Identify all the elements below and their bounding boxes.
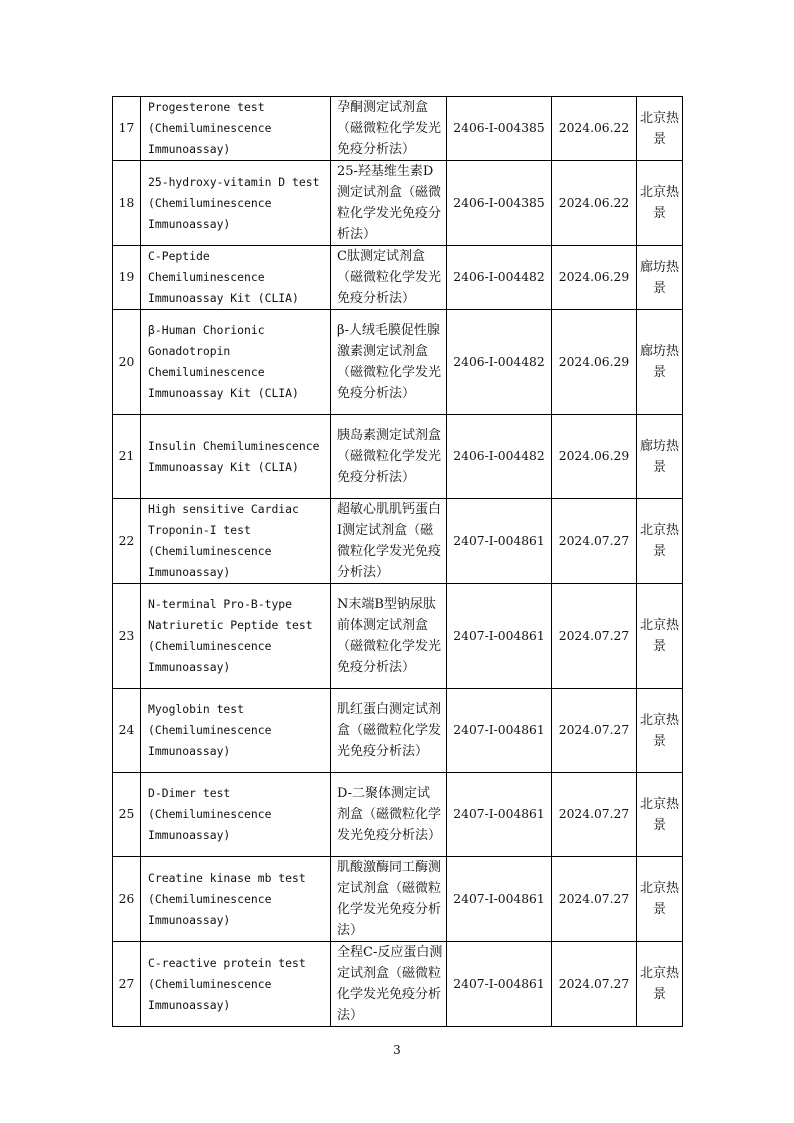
company-name: 北京热景 xyxy=(637,499,683,584)
table-row xyxy=(113,689,683,773)
registration-code: 2407-I-004861 xyxy=(447,942,552,1027)
registration-code: 2407-I-004861 xyxy=(447,857,552,942)
registration-date: 2024.07.27 xyxy=(552,857,637,942)
registration-table xyxy=(112,96,683,1027)
chinese-product-name: 孕酮测定试剂盒（磁微粒化学发光免疫分析法） xyxy=(331,97,447,161)
company-name: 北京热景 xyxy=(637,161,683,246)
english-product-name: D-Dimer test (Chemiluminescence Immunoassay) xyxy=(141,773,331,857)
row-number: 25 xyxy=(113,773,141,857)
registration-date: 2024.06.29 xyxy=(552,415,637,499)
row-number: 24 xyxy=(113,689,141,773)
english-product-name: β-Human Chorionic Gonadotropin Chemiluminescence Immunoassay Kit (CLIA) xyxy=(141,310,331,415)
table-row xyxy=(113,310,683,415)
company-name: 廊坊热景 xyxy=(637,415,683,499)
registration-code: 2407-I-004861 xyxy=(447,773,552,857)
chinese-product-name: N末端B型钠尿肽前体测定试剂盒（磁微粒化学发光免疫分析法） xyxy=(331,584,447,689)
registration-date: 2024.07.27 xyxy=(552,942,637,1027)
table-body xyxy=(113,97,683,1027)
english-product-name: C-reactive protein test (Chemiluminescence Immunoassay) xyxy=(141,942,331,1027)
english-product-name: Myoglobin test (Chemiluminescence Immunoassay) xyxy=(141,689,331,773)
company-name: 北京热景 xyxy=(637,857,683,942)
table-row xyxy=(113,415,683,499)
registration-date: 2024.06.29 xyxy=(552,310,637,415)
row-number: 20 xyxy=(113,310,141,415)
chinese-product-name: 肌红蛋白测定试剂盒（磁微粒化学发光免疫分析法） xyxy=(331,689,447,773)
company-name: 廊坊热景 xyxy=(637,246,683,310)
row-number: 19 xyxy=(113,246,141,310)
chinese-product-name: 胰岛素测定试剂盒（磁微粒化学发光免疫分析法） xyxy=(331,415,447,499)
registration-date: 2024.06.29 xyxy=(552,246,637,310)
table-row xyxy=(113,942,683,1027)
registration-date: 2024.07.27 xyxy=(552,499,637,584)
english-product-name: Insulin Chemiluminescence Immunoassay Kit (CLIA) xyxy=(141,415,331,499)
registration-date: 2024.07.27 xyxy=(552,773,637,857)
row-number: 18 xyxy=(113,161,141,246)
english-product-name: High sensitive Cardiac Troponin-I test (Chemiluminescence Immunoassay) xyxy=(141,499,331,584)
row-number: 21 xyxy=(113,415,141,499)
registration-code: 2407-I-004861 xyxy=(447,584,552,689)
table-row xyxy=(113,857,683,942)
chinese-product-name: β-人绒毛膜促性腺激素测定试剂盒（磁微粒化学发光免疫分析法） xyxy=(331,310,447,415)
table-row xyxy=(113,246,683,310)
registration-code: 2406-I-004482 xyxy=(447,310,552,415)
registration-date: 2024.06.22 xyxy=(552,97,637,161)
page-number: 3 xyxy=(393,1043,401,1057)
row-number: 22 xyxy=(113,499,141,584)
english-product-name: C-Peptide Chemiluminescence Immunoassay Kit (CLIA) xyxy=(141,246,331,310)
chinese-product-name: 全程C-反应蛋白测定试剂盒（磁微粒化学发光免疫分析法） xyxy=(331,942,447,1027)
row-number: 26 xyxy=(113,857,141,942)
registration-code: 2406-I-004482 xyxy=(447,246,552,310)
chinese-product-name: 肌酸激酶同工酶测定试剂盒（磁微粒化学发光免疫分析法） xyxy=(331,857,447,942)
table-row xyxy=(113,161,683,246)
table-row xyxy=(113,584,683,689)
row-number: 17 xyxy=(113,97,141,161)
company-name: 北京热景 xyxy=(637,584,683,689)
chinese-product-name: 超敏心肌肌钙蛋白I测定试剂盒（磁微粒化学发光免疫分析法） xyxy=(331,499,447,584)
registration-code: 2407-I-004861 xyxy=(447,499,552,584)
registration-date: 2024.07.27 xyxy=(552,689,637,773)
registration-date: 2024.06.22 xyxy=(552,161,637,246)
company-name: 北京热景 xyxy=(637,773,683,857)
english-product-name: 25-hydroxy-vitamin D test (Chemiluminescence Immunoassay) xyxy=(141,161,331,246)
chinese-product-name: 25-羟基维生素D测定试剂盒（磁微粒化学发光免疫分析法） xyxy=(331,161,447,246)
registration-code: 2406-I-004385 xyxy=(447,161,552,246)
chinese-product-name: C肽测定试剂盒（磁微粒化学发光免疫分析法） xyxy=(331,246,447,310)
registration-code: 2406-I-004385 xyxy=(447,97,552,161)
company-name: 北京热景 xyxy=(637,942,683,1027)
english-product-name: Creatine kinase mb test (Chemiluminescence Immunoassay) xyxy=(141,857,331,942)
english-product-name: N-terminal Pro-B-type Natriuretic Peptide test (Chemiluminescence Immunoassay) xyxy=(141,584,331,689)
registration-date: 2024.07.27 xyxy=(552,584,637,689)
row-number: 27 xyxy=(113,942,141,1027)
company-name: 北京热景 xyxy=(637,97,683,161)
company-name: 廊坊热景 xyxy=(637,310,683,415)
row-number: 23 xyxy=(113,584,141,689)
registration-code: 2406-I-004482 xyxy=(447,415,552,499)
table-row xyxy=(113,773,683,857)
registration-code: 2407-I-004861 xyxy=(447,689,552,773)
english-product-name: Progesterone test (Chemiluminescence Immunoassay) xyxy=(141,97,331,161)
table-row xyxy=(113,97,683,161)
chinese-product-name: D-二聚体测定试剂盒（磁微粒化学发光免疫分析法） xyxy=(331,773,447,857)
company-name: 北京热景 xyxy=(637,689,683,773)
table-row xyxy=(113,499,683,584)
